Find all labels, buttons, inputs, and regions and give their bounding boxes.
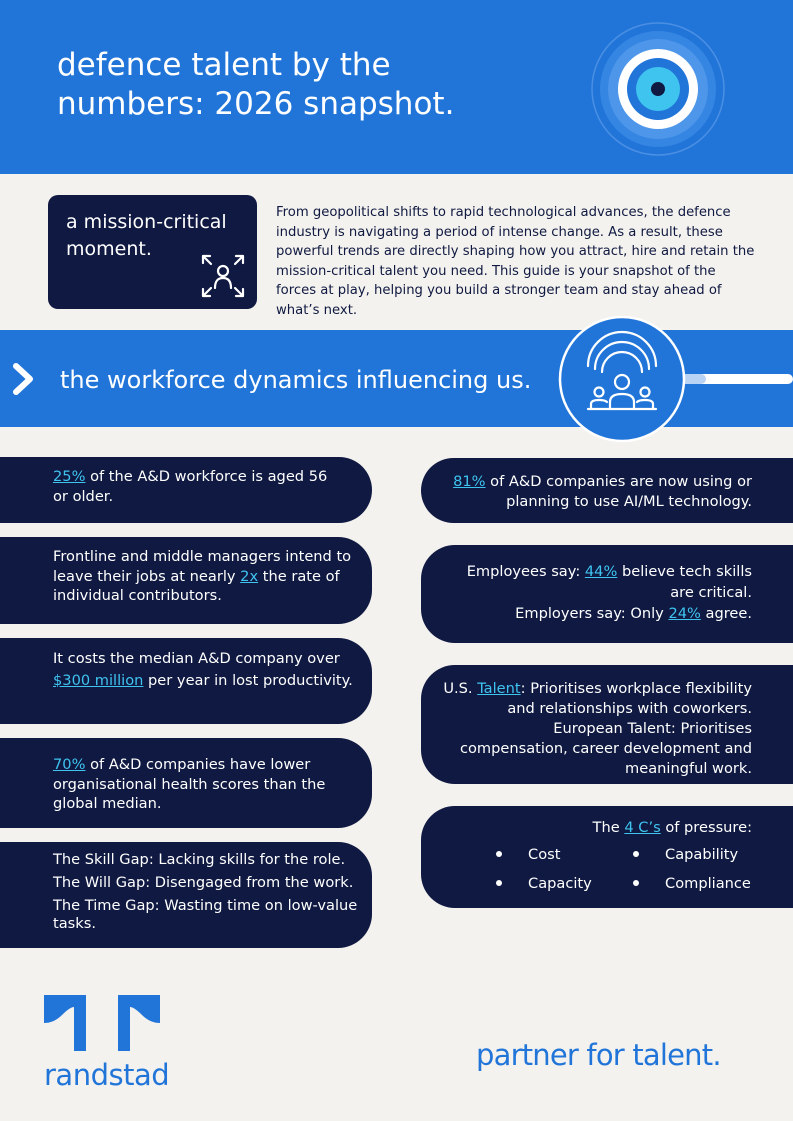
bullet (633, 851, 639, 857)
logo-text: randstad (44, 1058, 170, 1092)
stat-pill-gaps: The Skill Gap: Lacking skills for the role. The Will Gap: Disengaged from the work. The Time Gap: Wasting time on low-value tasks. (0, 842, 372, 948)
stat-pill-productivity-cost: It costs the median A&D company over $300 million per year in lost productivity. (0, 638, 372, 724)
stat-pill-talent-priorities: U.S. Talent: Prioritises workplace flexibility and relationships with coworkers. European Talent: Prioritises compensation, career development and meaningful work. (421, 665, 793, 784)
stat-highlight[interactable]: 2x (240, 567, 259, 585)
stat-highlight[interactable]: 24% (668, 605, 701, 622)
stat-pill-four-cs: The 4 C’s of pressure: Cost Capability Capacity Compliance (421, 806, 793, 908)
stat-highlight[interactable]: $300 million (53, 672, 144, 689)
tagline: partner for talent. (476, 1038, 721, 1072)
stat-highlight[interactable]: Talent (477, 680, 521, 697)
stat-highlight[interactable]: 44% (584, 563, 618, 580)
randstad-logo-icon (44, 995, 160, 1053)
stat-pill-org-health: 70% of A&D companies have lower organisational health scores than the global median. (0, 738, 372, 828)
intro-text: From geopolitical shifts to rapid technological advances, the defence industry is navigating a period of intense change. As a result, these powerful trends are directly shaping how you attract, hire and retain the mission-critical talent you need. This guide is your snapshot of the forces at play, helping you build a stronger team and stay ahead of what’s next. (276, 205, 755, 318)
stat-pill-manager-turnover: Frontline and middle managers intend to leave their jobs at nearly 2x the rate of individual contributors. (0, 537, 372, 624)
stat-pill-workforce-age: 25% of the A&D workforce is aged 56 or older. (0, 457, 372, 523)
stat-highlight[interactable]: 4 C’s (624, 819, 661, 836)
target-icon (590, 21, 726, 157)
stat-highlight[interactable]: 25% (53, 468, 86, 485)
list-item: Cost (528, 846, 561, 863)
team-signal-icon (556, 314, 793, 444)
list-item: Capacity (528, 875, 592, 892)
focus-person-icon (200, 253, 246, 299)
stat-pill-tech-skills: Employees say: 44% believe tech skills are critical. Employers say: Only 24% agree. (421, 545, 793, 643)
section-title: the workforce dynamics influencing us. (60, 366, 532, 394)
page-title: defence talent by the numbers: 2026 snapshot. (57, 47, 455, 122)
list-item: Compliance (665, 875, 751, 892)
stat-highlight[interactable]: 81% (453, 473, 486, 490)
stat-pill-ai-adoption: 81% of A&D companies are now using or planning to use AI/ML technology. (421, 458, 793, 523)
chevron-right-icon (10, 362, 38, 396)
stat-highlight[interactable]: 70% (53, 756, 86, 773)
bullet (496, 880, 502, 886)
list-item: Capability (665, 846, 739, 863)
intro-card-title: a mission-critical moment. (66, 211, 227, 260)
bullet (496, 851, 502, 857)
bullet (633, 880, 639, 886)
